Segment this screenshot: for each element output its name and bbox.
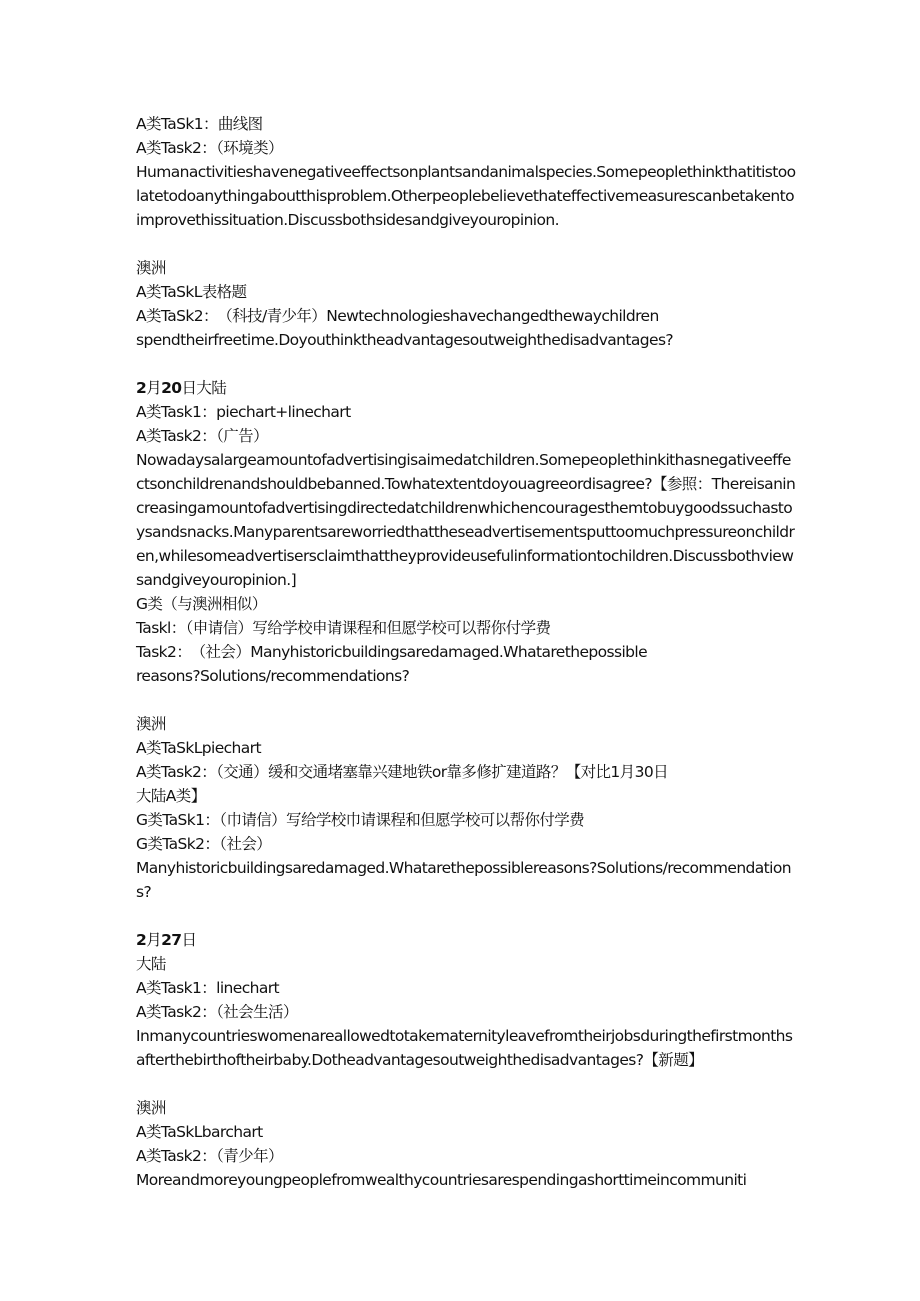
region-heading: 澳洲 — [136, 715, 166, 733]
g-category-label: G类（与澳洲相似） — [136, 595, 267, 613]
essay-prompt-continuation: spendtheirfreetime.Doyouthinktheadvantagesoutweighthedisadvantages? — [136, 331, 674, 349]
spacer — [136, 352, 796, 376]
essay-prompt-continuation: reasons?Solutions/recommendations? — [136, 667, 410, 685]
date-month-number: 2 — [136, 379, 147, 397]
essay-prompt: Moreandmoreyoungpeoplefromwealthycountriesarespendingashorttimeincommuniti — [136, 1171, 747, 1189]
date-heading — [136, 928, 796, 952]
task2-label: A类TaSk2： （科技/青少年）Newtechnologieshavechangedthewaychildren — [136, 307, 659, 325]
date-month-char: 月 — [146, 931, 162, 949]
date-heading — [136, 376, 796, 400]
spacer — [136, 1072, 796, 1096]
date-day-number: 20 — [161, 379, 182, 397]
date-suffix: 日大陆 — [181, 379, 227, 397]
task1-label: A类TaSkLpiechart — [136, 739, 261, 757]
task2-label: A类Task2：（环境类） — [136, 139, 283, 157]
essay-prompt: Manyhistoricbuildingsaredamaged.Whatarethepossiblereasons?Solutions/recommendations? — [136, 859, 791, 901]
task2-label: A类Task2：（广告） — [136, 427, 268, 445]
task2-label: A类Task2：（交通）缓和交通堵塞靠兴建地铁or靠多修扩建道路？【对比1月30日 — [136, 763, 669, 781]
essay-prompt: Inmanycountrieswomenareallowedtotakematernityleavefromtheirjobsduringthefirstmonthsafterthebirthoftheirbaby.Dotheadvantagesoutweighthedisadvantages?【新题】 — [136, 1027, 793, 1069]
essay-prompt: Humanactivitieshavenegativeeffectsonplantsandanimalspecies.Somepeoplethinkthatitistoolatetodoanythingaboutthisproblem.Otherpeoplebelievethateffectivemeasurescanbetakentoimprovethissituation.Discussbothsidesandgiveyouropinion. — [136, 163, 796, 229]
date-suffix: 日 — [181, 931, 197, 949]
document-page — [136, 112, 796, 1192]
date-month-number: 2 — [136, 931, 147, 949]
region-heading: 大陆 — [136, 955, 166, 973]
region-heading: 澳洲 — [136, 259, 166, 277]
task1-label: A类TaSkL表格题 — [136, 283, 247, 301]
region-heading: 澳洲 — [136, 1099, 166, 1117]
task2-label-continuation: 大陆A类】 — [136, 787, 206, 805]
date-day-number: 27 — [161, 931, 182, 949]
task2-label: A类Task2：（社会生活） — [136, 1003, 298, 1021]
g-task2-label: Task2： （社会）Manyhistoricbuildingsaredamaged.Whatarethepossible — [136, 643, 648, 661]
task2-label: A类Task2：（青少年） — [136, 1147, 283, 1165]
g-task1-label: Taskl：（申请信）写给学校申请课程和但愿学校可以帮你付学费 — [136, 619, 551, 637]
essay-prompt: Nowadaysalargeamountofadvertisingisaimedatchildren.Somepeoplethinkithasnegativeeffectsonchildrenandshouldbebanned.Towhatextentdoyouagreeordisagree?【参照：Thereisanincreasingamountofadvertisingdirectedatchildrenwhichencouragesthemtobuygoodssuchastoysandsnacks.Manyparentsareworriedthattheseadvertisementsputtoomuchpressureonchildren,whilesomeadvertisersclaimthattheyprovideusefulinformationtochildren.Discussbothviewsandgiveyouropinion.] — [136, 451, 796, 589]
task1-label: A类Task1：linechart — [136, 979, 279, 997]
spacer — [136, 232, 796, 256]
task1-label: A类Task1：piechart+linechart — [136, 403, 351, 421]
spacer — [136, 904, 796, 928]
g-task1-label: G类TaSk1：（巾请信）写给学校巾请课程和但愿学校可以帮你付学费 — [136, 811, 585, 829]
spacer — [136, 688, 796, 712]
task1-label: A类TaSk1：曲线图 — [136, 115, 263, 133]
g-task2-label: G类TaSk2：（社会） — [136, 835, 272, 853]
date-month-char: 月 — [146, 379, 162, 397]
task1-label: A类TaSkLbarchart — [136, 1123, 263, 1141]
